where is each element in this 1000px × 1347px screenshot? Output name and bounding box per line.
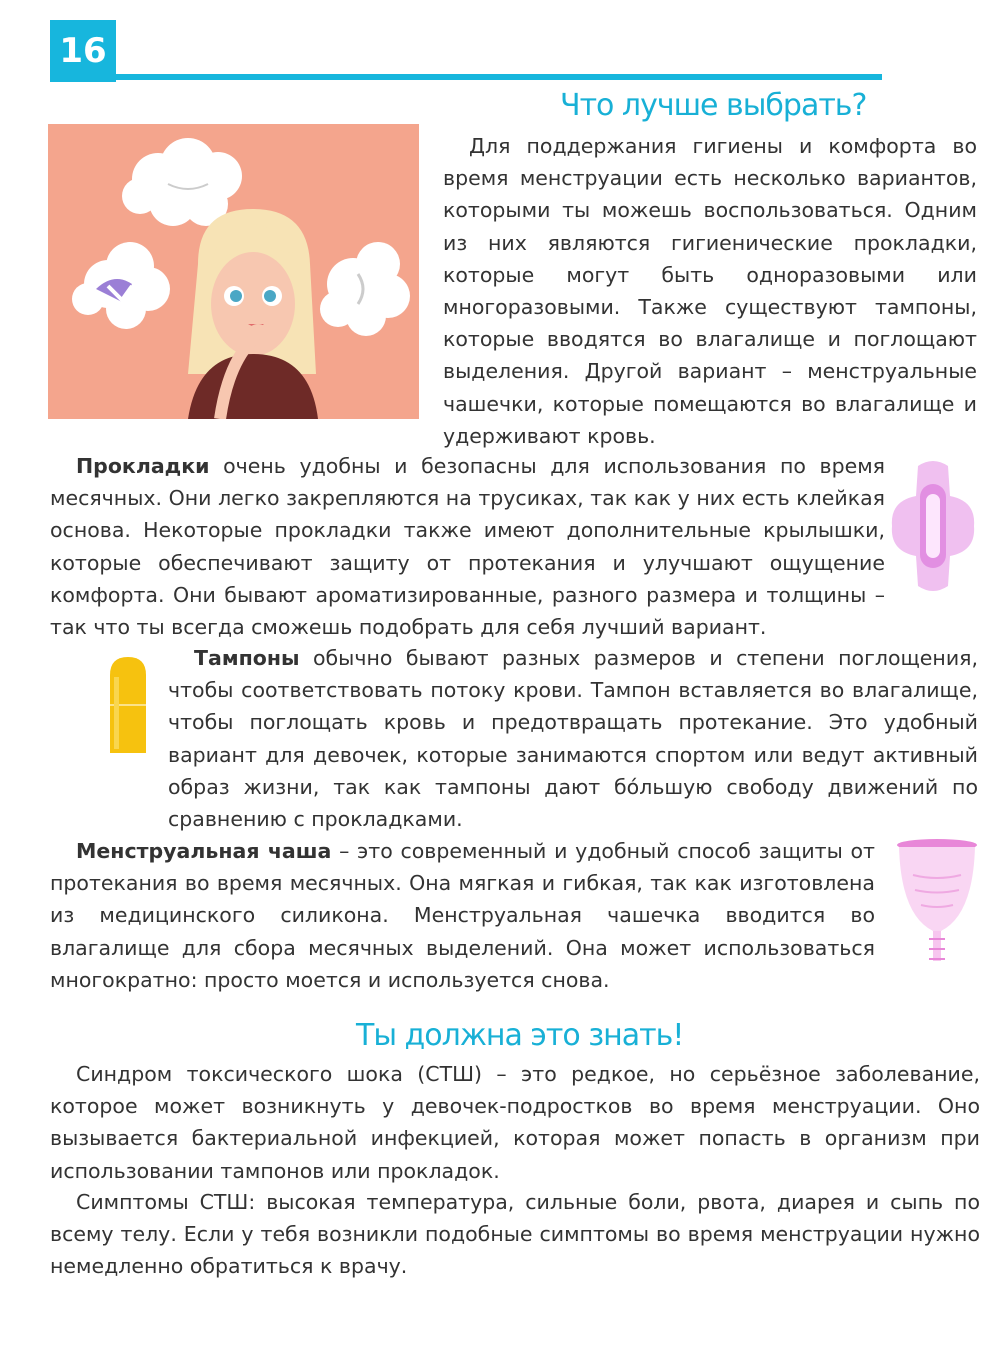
pads-text: очень удобны и безопасны для использования по время месячных. Они легко закрепляются на трусиках, так как у них есть клейкая основа. Некоторые прокладки также имеют дополнительные крылышки, которые обеспечивают защиту от протекания и улучшают ощущение комфорта. Они бывают ароматизированные, разного размера и толщины – так что ты всегда сможешь подобрать для себя лучший вариант. [50,454,885,640]
menstrual-cup-icon [893,835,981,965]
tampons-text: обычно бывают разных размеров и степени поглощения, чтобы соответствовать потоку крови. Тампон вставляется во влагалище, чтобы поглощать кровь и предотвращать протекание. Это удобный вариант для девочек, которые занимаются спортом или ведут активный образ жизни, так как тампоны дают бо́льшую свободу движений по сравнению с прокладками. [168,646,978,832]
cup-term: Менструальная чаша [76,839,332,863]
section-heading-choose: Что лучше выбрать? [560,88,867,123]
tss-paragraph-1: Синдром токсического шока (СТШ) – это редкое, но серьёзное заболевание, которое может возникнуть у девочек-подростков во время менструации. Оно вызывается бактериальной инфекцией, которая может попасть в организм при использовании тампонов или прокладок. [50,1062,980,1183]
tampons-term: Тампоны [194,646,300,670]
pad-icon [888,456,978,596]
pads-paragraph [50,450,885,643]
tampons-paragraph [168,642,978,835]
header-rule [116,74,882,80]
cup-paragraph [50,835,875,996]
intro-paragraph: Для поддержания гигиены и комфорта во время менструации есть несколько вариантов, которыми ты можешь воспользоваться. Одним из них являются гигиенические прокладки, которые могут быть одноразовыми или многоразовыми. Также существуют тампоны, которые вводятся во влагалище и поглощают выделения. Другой вариант – менструальные чашечки, которые помещаются во влагалище и удерживают кровь. [443,134,977,448]
tss-paragraph-2: Симптомы СТШ: высокая температура, сильные боли, рвота, диарея и сыпь по всему телу. Если у тебя возникли подобные симптомы во время менструации нужно немедленно обратиться к врачу. [50,1190,980,1279]
thinking-girl-illustration [48,124,419,419]
page-number: 16 [50,20,116,82]
tampon-icon [106,655,150,755]
section-heading-know: Ты должна это знать! [356,1018,684,1053]
pads-term: Прокладки [76,454,210,478]
cup-text: – это современный и удобный способ защиты от протекания во время месячных. Она мягкая и гибкая, так как изготовлена из медицинского силикона. Менструальная чашечка вводится во влагалище для сбора месячных выделений. Она может использоваться многократно: просто моется и используется снова. [50,839,875,992]
